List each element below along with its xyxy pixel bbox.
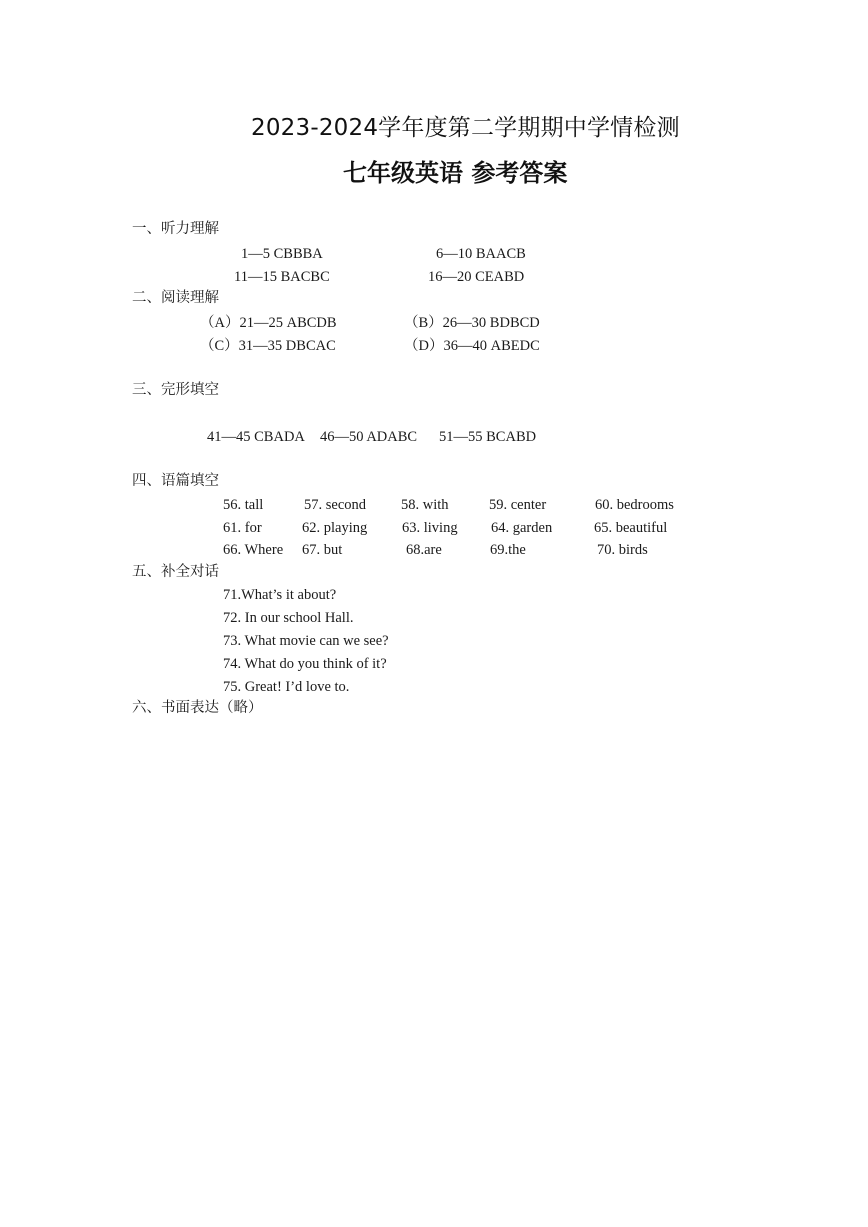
page-title: 2023-2024学年度第二学期期中学情检测 <box>251 115 680 141</box>
answer-item: 68.are <box>406 542 442 558</box>
answer-group: 6—10 BAACB <box>436 246 526 262</box>
answer-line: 71.What’s it about? <box>223 587 337 603</box>
answer-group: （B）26—30 BDBCD <box>404 315 540 331</box>
answer-line: 75. Great! I’d love to. <box>223 679 350 695</box>
answer-item: 65. beautiful <box>594 520 668 536</box>
answer-group: 1—5 CBBBA <box>241 246 323 262</box>
answer-item: 66. Where <box>223 542 284 558</box>
answer-item: 58. with <box>401 497 449 513</box>
answer-item: 56. tall <box>223 497 264 513</box>
section-heading-writing: 六、书面表达（略） <box>132 700 263 716</box>
answer-item: 67. but <box>302 542 343 558</box>
answer-item: 69.the <box>490 542 526 558</box>
answer-group: 46—50 ADABC <box>320 429 418 445</box>
answer-item: 62. playing <box>302 520 368 536</box>
answer-item: 60. bedrooms <box>595 497 674 513</box>
answer-item: 70. birds <box>597 542 648 558</box>
answer-item: 61. for <box>223 520 262 536</box>
answer-item: 64. garden <box>491 520 553 536</box>
answer-group: 41—45 CBADA <box>207 429 305 445</box>
answer-line: 72. In our school Hall. <box>223 610 354 626</box>
answer-group: 11—15 BACBC <box>234 269 330 285</box>
section-heading-listening: 一、听力理解 <box>132 221 219 237</box>
section-heading-passage-fill: 四、语篇填空 <box>132 473 219 489</box>
answer-group: 51—55 BCABD <box>439 429 537 445</box>
section-heading-dialogue: 五、补全对话 <box>132 564 219 580</box>
section-heading-cloze: 三、完形填空 <box>132 382 219 398</box>
answer-group: 16—20 CEABD <box>428 269 525 285</box>
answer-item: 63. living <box>402 520 458 536</box>
page-subtitle: 七年级英语 参考答案 <box>343 159 568 187</box>
answer-group: （A）21—25 ABCDB <box>200 315 337 331</box>
answer-group: （D）36—40 ABEDC <box>404 338 540 354</box>
answer-line: 73. What movie can we see? <box>223 633 389 649</box>
answer-line: 74. What do you think of it? <box>223 656 387 672</box>
answer-group: （C）31—35 DBCAC <box>200 338 336 354</box>
section-heading-reading: 二、阅读理解 <box>132 290 219 306</box>
answer-item: 57. second <box>304 497 367 513</box>
answer-item: 59. center <box>489 497 547 513</box>
